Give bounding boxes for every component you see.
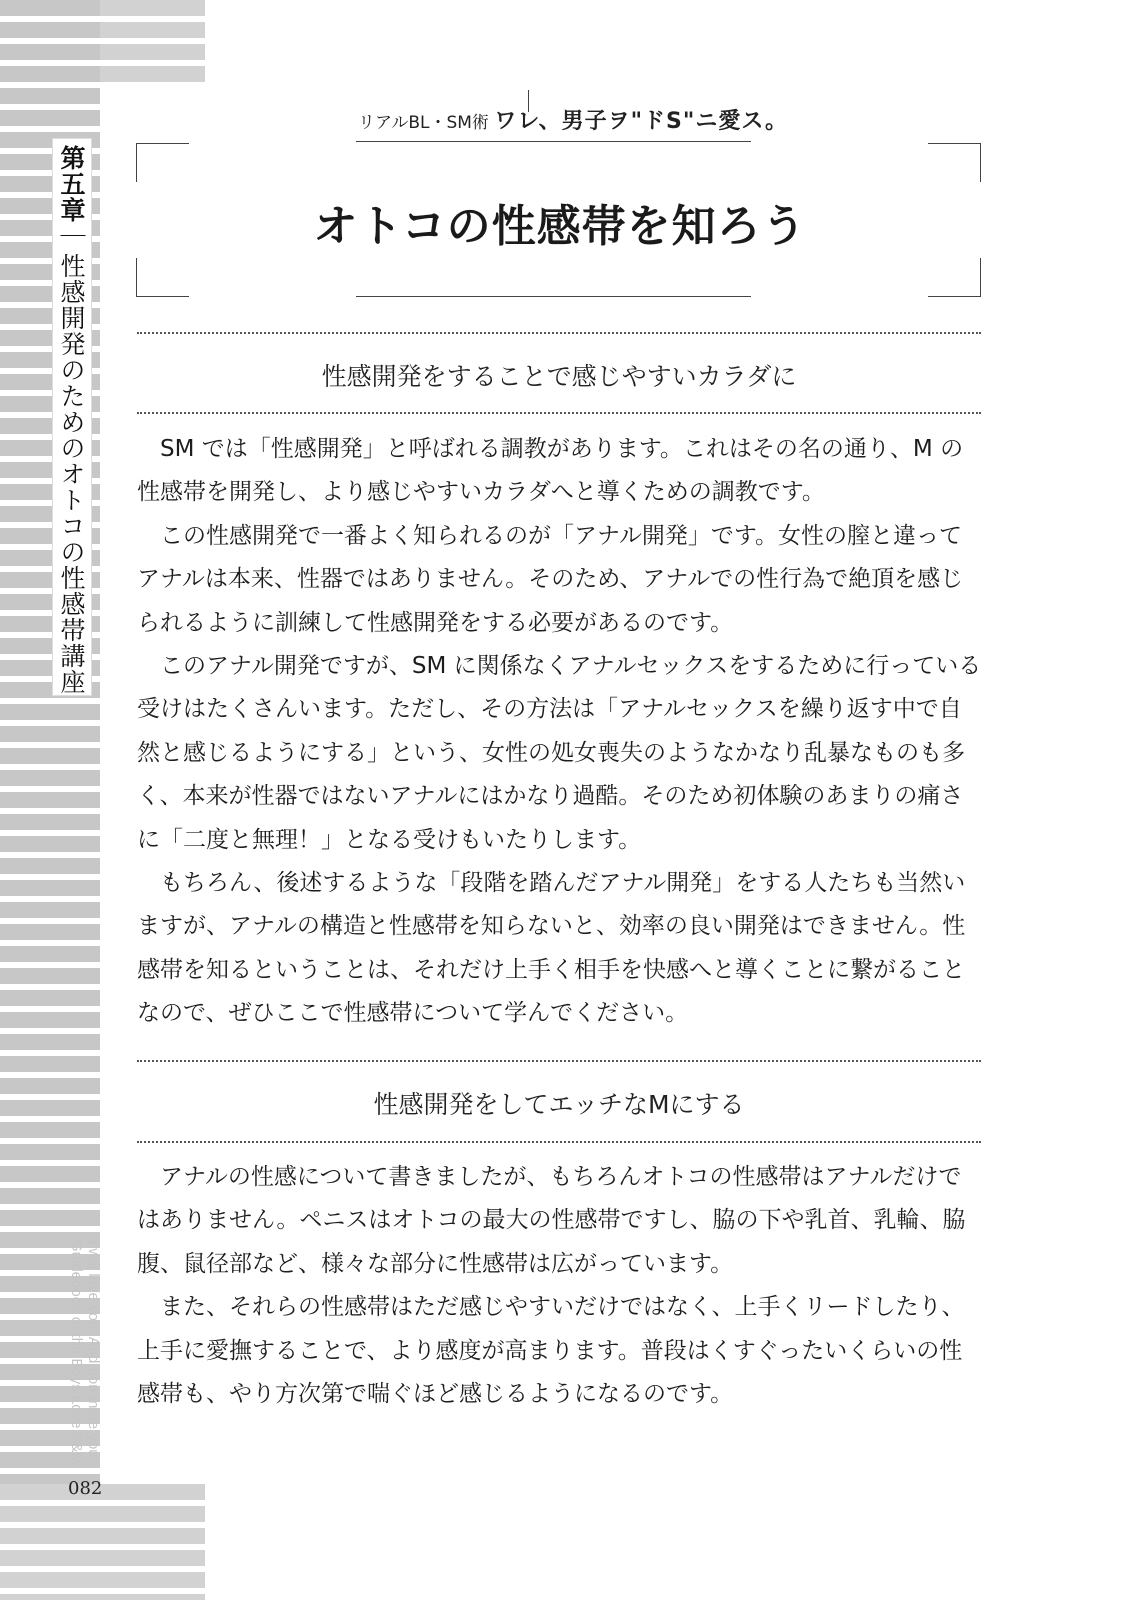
book-title-big: ワレ、男子ヲ"ドS"ニ愛ス。 [494, 109, 788, 134]
side-english-tagline [68, 1240, 102, 1469]
section-heading: 性感開発をすることで感じやすいカラダに [321, 362, 797, 391]
book-title-underline [356, 141, 751, 142]
chapter-number: 第五章 [57, 145, 86, 223]
frame-corner-top-right [928, 143, 981, 182]
section-divider-bottom [137, 412, 981, 414]
section-heading: 性感開発をしてエッチなMにする [373, 1090, 745, 1119]
chapter-title: 性感開発のためのオトコの性感帯講座 [57, 253, 86, 695]
english-tagline-line1: I will love you. And dominate you. [85, 1240, 102, 1462]
section-body [137, 1156, 983, 1416]
book-title-small: リアルBL・SM術 [358, 113, 489, 133]
section-divider-top [137, 332, 981, 334]
body-paragraph: SM では「性感開発」と呼ばれる調教があります。これはその名の通り、M の性感帯を開発し、より感じやすいカラダへと導くための調教です。 [137, 436, 964, 506]
frame-corner-bottom-left [136, 258, 189, 297]
body-paragraph: アナルの性感について書きましたが、もちろんオトコの性感帯はアナルだけではありません。ペニスはオトコの最大の性感帯ですし、脇の下や乳首、乳輪、脇腹、鼠径部など、様々な部分に性感帯は広がっています。 [137, 1164, 966, 1277]
body-paragraph: もちろん、後述するような「段階を踏んだアナル開発」をする人たちも当然いますが、アナルの構造と性感帯を知らないと、効率の良い開発はできません。性感帯を知るということは、それだけ上手く相手を快感へと導くことに繋がることなので、ぜひここで性感帯について学んでください。 [137, 870, 966, 1027]
section-divider-top [137, 1060, 981, 1062]
page-number: 082 [68, 1478, 103, 1499]
section-body [137, 428, 983, 1036]
bottom-stripe-band [0, 1484, 205, 1600]
page-title: オトコの性感帯を知ろう [313, 201, 807, 252]
book-title [358, 104, 788, 135]
english-tagline-line2: Guidebook of the Boys Love S&M. [68, 1240, 85, 1470]
body-paragraph: また、それらの性感帯はただ感じやすいだけではなく、上手くリードしたり、上手に愛撫することで、より感度が高まります。普段はくすぐったいくらいの性感帯も、やり方次第で喘ぐほど感じるようになるのです。 [137, 1294, 965, 1408]
frame-corner-top-left [136, 143, 189, 182]
body-paragraph: このアナル開発ですが、SM に関係なくアナルセックスをするために行っている受けはたくさんいます。ただし、その方法は「アナルセックスを繰り返す中で自然と感じるようにする」という、女性の処女喪失のようなかなり乱暴なものも多く、本来が性器ではないアナルにはかなり過酷。そのため初体験のあまりの痛さに「二度と無理！」となる受けもいたりします。 [137, 653, 982, 853]
frame-corner-bottom-right [928, 258, 981, 297]
section-divider-bottom [137, 1141, 981, 1143]
body-paragraph: この性感開発で一番よく知られるのが「アナル開発」です。女性の膣と違ってアナルは本来、性器ではありません。そのため、アナルでの性行為で絶頂を感じられるように訓練して性感開発をする必要があるのです。 [137, 522, 964, 636]
frame-bottom-line [356, 296, 751, 297]
chapter-label [58, 145, 84, 695]
chapter-separator: ｜ [57, 223, 86, 249]
